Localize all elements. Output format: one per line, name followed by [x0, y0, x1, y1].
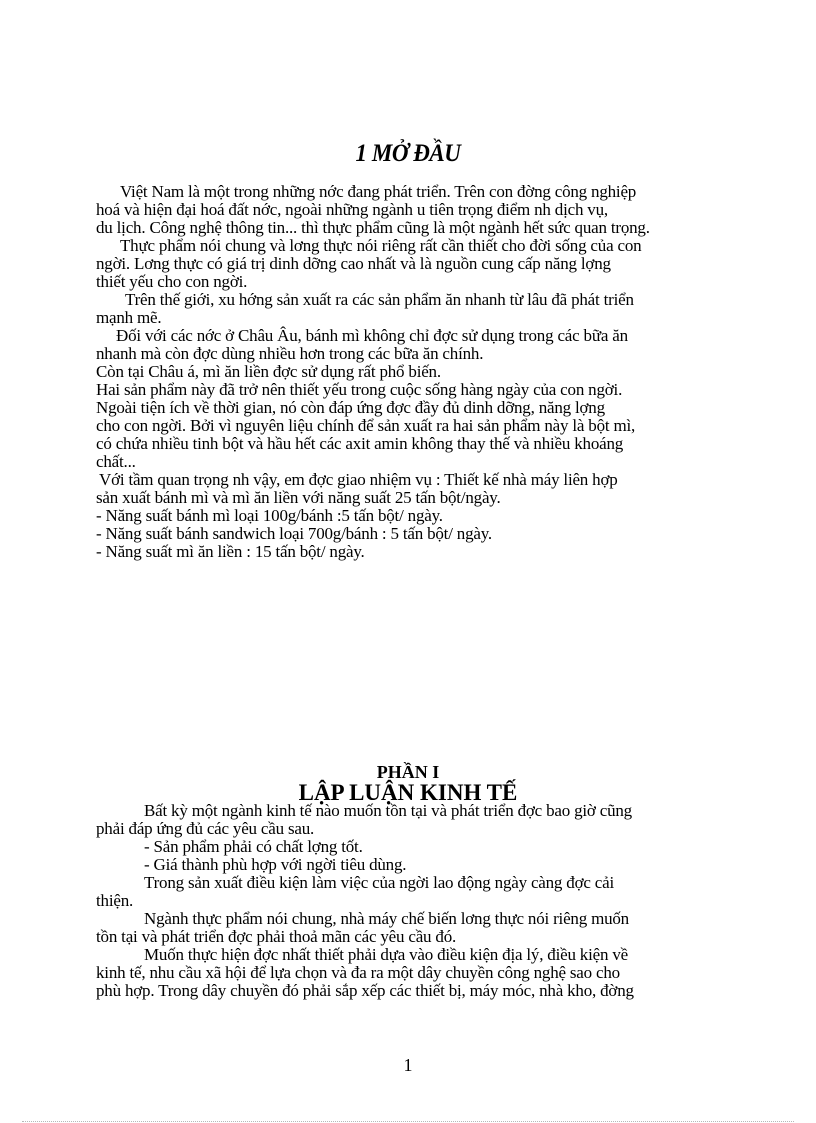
- intro-line-18: sản xuất bánh mì và mì ăn liền với năng suất 25 tấn bột/ngày.: [96, 488, 501, 507]
- intro-line-12: Hai sản phẩm này đã trở nên thiết yếu trong cuộc sống hàng ngày của con ngời.: [96, 380, 623, 399]
- intro-line-6: thiết yếu cho con ngời.: [96, 272, 248, 291]
- intro-line-19: - Năng suất bánh mì loại 100g/bánh :5 tấn bột/ ngày.: [96, 506, 443, 525]
- page-title: 1 MỞ ĐẦU: [355, 140, 461, 167]
- intro-line-4: Thực phẩm nói chung và lơng thực nói riêng rất cần thiết cho đời sống của con: [120, 236, 642, 255]
- part-body-line-10: kinh tế, nhu cầu xã hội để lựa chọn và đa ra một dây chuyền công nghệ sao cho: [96, 963, 620, 982]
- intro-line-10: nhanh mà còn đợc dùng nhiều hơn trong các bữa ăn chính.: [96, 344, 484, 363]
- intro-line-3: du lịch. Công nghệ thông tin... thì thực phẩm cũng là một ngành hết sức quan trọng.: [96, 218, 650, 237]
- intro-line-21: - Năng suất mì ăn liền : 15 tấn bột/ ngày.: [96, 542, 365, 561]
- intro-line-2: hoá và hiện đại hoá đất nớc, ngoài những ngành u tiên trọng điểm nh dịch vụ,: [96, 200, 608, 219]
- intro-line-13: Ngoài tiện ích về thời gian, nó còn đáp ứng đợc đầy đủ dinh dỡng, năng lợng: [96, 398, 605, 417]
- part-label: PHẦN I: [376, 762, 440, 782]
- part-title: LẬP LUẬN KINH TẾ: [298, 780, 518, 805]
- intro-line-5: ngời. Lơng thực có giá trị dinh dỡng cao nhất và là nguồn cung cấp năng lợng: [96, 254, 611, 273]
- part-body-line-1: Bất kỳ một ngành kinh tế nào muốn tồn tại và phát triển đợc bao giờ cũng: [144, 801, 632, 820]
- intro-line-20: - Năng suất bánh sandwich loại 700g/bánh : 5 tấn bột/ ngày.: [96, 524, 492, 543]
- part-body-line-6: thiện.: [96, 891, 134, 910]
- intro-line-14: cho con ngời. Bởi vì nguyên liệu chính để sản xuất ra hai sản phẩm này là bột mì,: [96, 416, 636, 435]
- intro-line-8: mạnh mẽ.: [96, 308, 162, 327]
- part-body-line-5: Trong sản xuất điều kiện làm việc của ngời lao động ngày càng đợc cải: [144, 873, 614, 892]
- intro-line-15: có chứa nhiều tinh bột và hầu hết các axit amin không thay thế và nhiều khoáng: [96, 434, 624, 453]
- part-body-line-2: phải đáp ứng đủ các yêu cầu sau.: [96, 819, 315, 838]
- part-body-line-3: - Sản phẩm phải có chất lợng tốt.: [144, 837, 363, 856]
- part-body-line-9: Muốn thực hiện đợc nhất thiết phải dựa vào điều kiện địa lý, điều kiện về: [144, 945, 628, 964]
- part-body-line-4: - Giá thành phù hợp với ngời tiêu dùng.: [144, 855, 407, 874]
- intro-line-11: Còn tại Châu á, mì ăn liền đợc sử dụng rất phổ biến.: [96, 362, 441, 381]
- footer-divider: [22, 1121, 794, 1122]
- intro-line-9: Đối với các nớc ở Châu Âu, bánh mì không chỉ đợc sử dụng trong các bữa ăn: [116, 326, 628, 345]
- intro-line-1: Việt Nam là một trong những nớc đang phát triển. Trên con đờng công nghiệp: [120, 182, 637, 201]
- intro-line-16: chất...: [96, 452, 136, 471]
- part-body-line-7: Ngành thực phẩm nói chung, nhà máy chế biến lơng thực nói riêng muốn: [144, 909, 629, 928]
- intro-line-7: Trên thế giới, xu hớng sản xuất ra các sản phẩm ăn nhanh từ lâu đã phát triển: [125, 290, 634, 309]
- part-body-line-8: tồn tại và phát triển đợc phải thoả mãn các yêu cầu đó.: [96, 927, 457, 946]
- intro-line-17: Với tầm quan trọng nh vậy, em đợc giao nhiệm vụ : Thiết kế nhà máy liên hợp: [99, 470, 618, 489]
- part-body-line-11: phù hợp. Trong dây chuyền đó phải sắp xếp các thiết bị, máy móc, nhà kho, đờng: [96, 981, 634, 1000]
- page-number: 1: [403, 1055, 413, 1075]
